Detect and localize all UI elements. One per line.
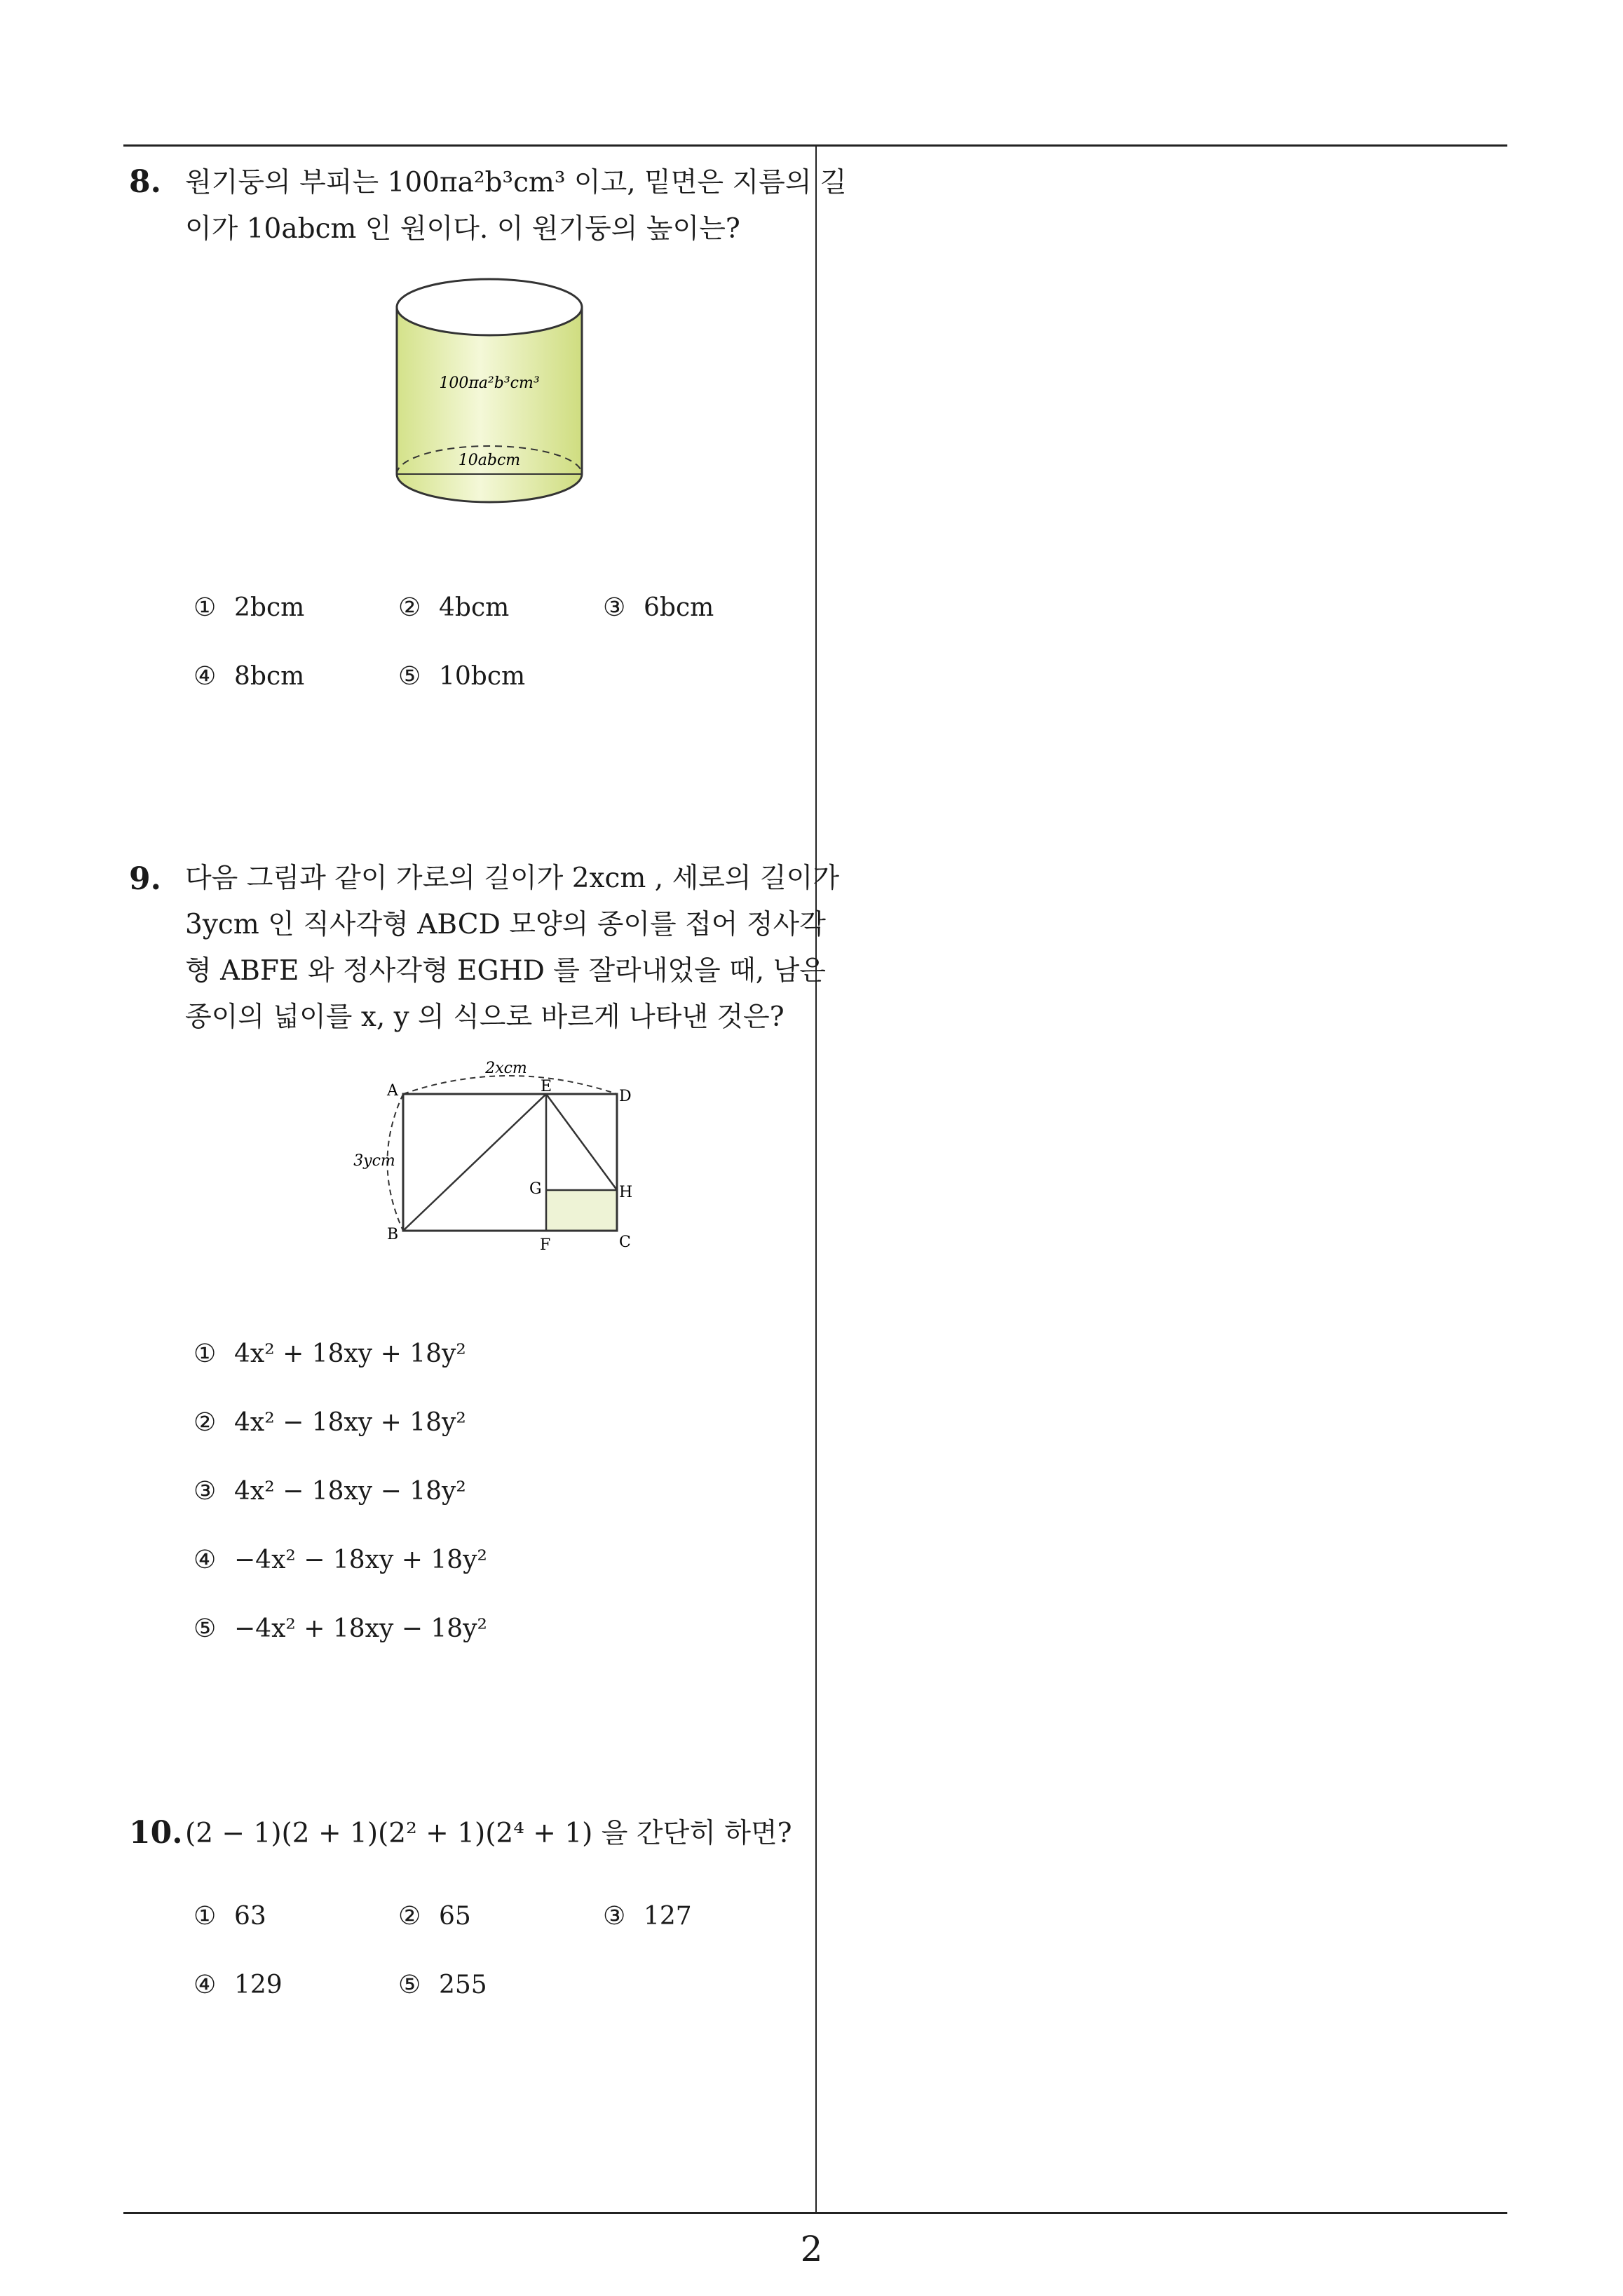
q9-text-line-1: 다음 그림과 같이 가로의 길이가 2xcm , 세로의 길이가	[185, 863, 840, 894]
q8-question-text	[185, 160, 847, 252]
q10-choice-4[interactable]: ④ 129	[193, 1971, 283, 1999]
q8-text-line-2: 이가 10abcm 인 원이다. 이 원기둥의 높이는?	[185, 213, 740, 245]
q8-choice-1[interactable]: ① 2bcm	[193, 593, 305, 622]
q9-fold-be	[403, 1094, 546, 1231]
q9-rectangle-figure	[344, 1052, 652, 1255]
q9-width-arc	[403, 1076, 617, 1094]
q8-cylinder-top	[397, 279, 582, 335]
q10-question-text	[185, 1811, 792, 1857]
q8-cylinder-body	[397, 307, 582, 502]
q10-choice-1[interactable]: ① 63	[193, 1902, 266, 1931]
footer-rule	[123, 2212, 1507, 2214]
q8-volume-label: 100πa²b³cm³	[439, 374, 540, 392]
q8-number: 8.	[129, 164, 161, 200]
q10-choice-5[interactable]: ⑤ 255	[398, 1971, 487, 1999]
q8-text-line-1: 원기둥의 부피는 100πa²b³cm³ 이고, 밑면은 지름의 길	[185, 167, 847, 198]
q8-cylinder-figure	[384, 265, 595, 518]
q10-text-line-1: (2 − 1)(2 + 1)(2² + 1)(2⁴ + 1) 을 간단히 하면?	[185, 1818, 792, 1849]
q9-shaded-region	[546, 1190, 617, 1231]
q9-point-h: H	[619, 1184, 633, 1201]
q9-point-a: A	[387, 1082, 398, 1100]
q8-choice-2[interactable]: ② 4bcm	[398, 593, 510, 622]
q10-choice-3[interactable]: ③ 127	[603, 1902, 692, 1931]
q9-question-text	[185, 856, 839, 1041]
q9-fold-eh	[546, 1094, 617, 1190]
q10-number: 10.	[129, 1815, 183, 1851]
q9-choice-1[interactable]: ① 4x² + 18xy + 18y²	[193, 1339, 466, 1368]
q8-choice-4[interactable]: ④ 8bcm	[193, 662, 305, 691]
q9-number: 9.	[129, 861, 161, 897]
q10-choice-2[interactable]: ② 65	[398, 1902, 471, 1931]
q9-point-f: F	[540, 1236, 551, 1254]
q9-choice-5[interactable]: ⑤ −4x² + 18xy − 18y²	[193, 1614, 487, 1643]
q8-diameter-label: 10abcm	[458, 452, 521, 469]
q9-choice-3[interactable]: ③ 4x² − 18xy − 18y²	[193, 1477, 466, 1506]
q9-choice-2[interactable]: ② 4x² − 18xy + 18y²	[193, 1408, 466, 1437]
column-divider	[815, 144, 817, 2213]
q8-choice-5[interactable]: ⑤ 10bcm	[398, 662, 526, 691]
q9-width-label: 2xcm	[485, 1060, 527, 1077]
q9-text-line-2: 3ycm 인 직사각형 ABCD 모양의 종이를 접어 정사각	[185, 909, 826, 940]
q9-point-g: G	[529, 1180, 542, 1198]
q9-point-b: B	[387, 1226, 399, 1243]
q9-text-line-4: 종이의 넓이를 x, y 의 식으로 바르게 나타낸 것은?	[185, 1001, 785, 1033]
q9-point-e: E	[541, 1078, 552, 1095]
q9-choice-4[interactable]: ④ −4x² − 18xy + 18y²	[193, 1546, 487, 1574]
q9-text-line-3: 형 ABFE 와 정사각형 EGHD 를 잘라내었을 때, 남은	[185, 955, 826, 987]
q8-choice-3[interactable]: ③ 6bcm	[603, 593, 714, 622]
q9-point-c: C	[619, 1234, 631, 1251]
page-number: 2	[800, 2229, 823, 2269]
q9-height-label: 3ycm	[353, 1152, 395, 1170]
q9-point-d: D	[619, 1088, 632, 1105]
